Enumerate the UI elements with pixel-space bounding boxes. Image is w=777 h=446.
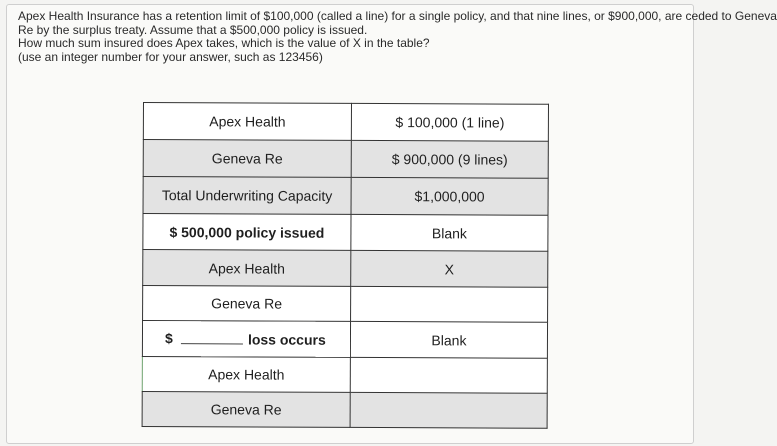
question-line-1: Apex Health Insurance has a retention limit of $100,000 (called a line) for a single policy, and that nine lines, or $900,000, are ceded to Geneva xyxy=(18,9,777,23)
question-line-3: How much sum insured does Apex takes, which is the value of X in the table? xyxy=(18,36,430,50)
row-value: Blank xyxy=(351,214,548,251)
dollar-sign: $ xyxy=(164,329,173,346)
table-row xyxy=(143,286,548,323)
row-value: X xyxy=(351,250,548,287)
table-row xyxy=(143,250,548,288)
row-value xyxy=(351,286,548,322)
row-label: Apex Health xyxy=(143,103,351,141)
table-row xyxy=(142,321,547,359)
table-row xyxy=(142,356,547,393)
question-line-4: (use an integer number for your answer, such as 123456) xyxy=(18,49,323,64)
row-value: $ 900,000 (9 lines) xyxy=(351,140,548,178)
row-label: $ 500,000 policy issued xyxy=(143,214,351,251)
row-label: Geneva Re xyxy=(143,286,351,322)
row-value: $1,000,000 xyxy=(351,177,548,215)
row-label: Geneva Re xyxy=(142,391,350,427)
row-value xyxy=(350,357,547,393)
row-label: Apex Health xyxy=(143,250,351,287)
row-value: Blank xyxy=(350,321,547,358)
row-label: loss occurs xyxy=(247,330,326,348)
row-label: Geneva Re xyxy=(143,140,351,178)
table-row xyxy=(143,140,548,179)
question-line-2: Re by the surplus treaty. Assume that a $500,000 policy is issued. xyxy=(18,22,368,37)
table-row xyxy=(143,103,548,142)
loss-occurs-cell xyxy=(142,321,350,358)
blank-underline xyxy=(181,343,243,344)
row-value xyxy=(350,392,547,428)
question-text xyxy=(18,9,777,64)
table-row xyxy=(143,214,548,252)
row-value: $ 100,000 (1 line) xyxy=(351,103,548,141)
row-label: Apex Health xyxy=(142,356,350,392)
reinsurance-table xyxy=(142,102,549,429)
row-label: Total Underwriting Capacity xyxy=(143,177,351,215)
table-row xyxy=(143,177,548,216)
table-row xyxy=(142,391,547,428)
